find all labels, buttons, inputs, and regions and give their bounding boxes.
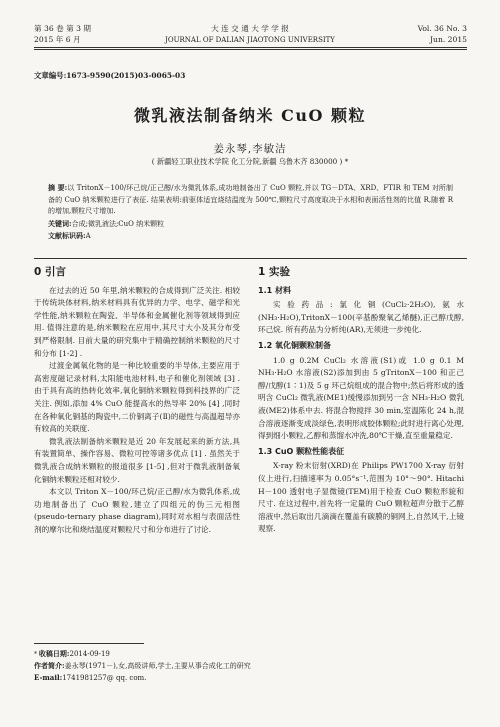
intro-paragraph: 在过去的近 50 年里,纳米颗粒的合成得到广泛关注. 相较于传统块体材料,纳米材料具有优异的力学、电学、磁学和光学性能,纳米颗粒在陶瓷、半导体和金属催化剂等领域得到应用. 值得注意的是,纳米颗粒在应用中,其尺寸大小及其分布受到严格限制. 目前大量的研究集中于精确控制纳米颗粒的尺寸和分布 [1-2] .: [34, 285, 240, 358]
preparation-text: 1.0 g 0.2M CuCl₂ 水溶液(S1)或 1.0 g 0.1 M NH₃·H₂O 水溶液(S2)添加到由 5 gTritonX－100 和正己醇/戊醇(1∶1)及 5 g 环己烷组成的混合物中;然后将形成的透明含 CuCl₂ 微乳液(ME1)缓慢添加到另一含 NH₃·H₂O 微乳液(ME2)体系中去. 将混合物搅拌 30 min,室温陈化 24 h,混合溶液逐渐变成淡绿色,表明形成胶体颗粒;此时进行离心处理,得到细小颗粒,乙醇和蒸馏水冲洗,80℃干燥,直至重量稳定.: [258, 355, 464, 441]
intro-paragraph: 过渡金属氧化物的是一种比较重要的半导体,主要应用于高密度磁记录材料,太阳能电池材料,电子和催化剂领域 [3] . 由于具有高的热转化效率,氧化铜纳米颗粒得到科技界的广泛关注. 例如,添加 4% CuO 能提高水的热导率 20% [4] ,同时在各种氧化铜基的陶瓷中,二价铜离子(Ⅱ)的磁性与高温超导亦有较高的关联度.: [34, 361, 240, 434]
email-label: E-mail:: [34, 673, 63, 682]
experiment-heading: 1 实验: [258, 266, 290, 278]
right-column: [258, 266, 464, 536]
abstract-text: 以 TritonX－100/环己烷/正己醇/水为微乳体系,成功地制备出了 CuO 颗粒,并以 TG－DTA、XRD、FTIR 和 TEM 对所制备的 CuO 纳米颗粒进行了表征. 结果表明:前驱体适宜烧结温度为 500℃,颗粒尺寸高度取决于水相和表面活性剂的比值 R,随着 R 的增加,颗粒尺寸增加.: [48, 184, 453, 215]
footnote-rule: [34, 643, 144, 644]
header-rule-thin: [34, 49, 467, 50]
header-rule: [34, 47, 467, 48]
doc-code-label: 文献标识码:: [48, 231, 86, 240]
characterization-heading: 1.3 CuO 颗粒性能表征: [258, 446, 345, 456]
abstract-block: [48, 182, 453, 243]
author-bio-label: 作者简介:: [34, 661, 65, 670]
paper-title: 微乳液法制备纳米 CuO 颗粒: [134, 106, 366, 125]
author-bio: 姜永琴(1971－),女,高级讲师,学士,主要从事合成化工的研究: [64, 662, 251, 670]
keywords-label: 关键词:: [48, 218, 72, 228]
journal-date-en: Jun. 2015: [430, 35, 467, 44]
left-column: [34, 266, 240, 536]
received-label: 收稿日期:: [38, 649, 70, 658]
article-number: 文章编号:1673-9590(2015)03-0065-03: [34, 71, 186, 80]
materials-heading: 1.1 材料: [258, 285, 291, 295]
email-value: 1741981257@ qq. com.: [62, 674, 147, 682]
characterization-text: X-ray 粉末衍射(XRD)在 Philips PW1700 X-ray 衍射仪上进行,扫描速率为 0.05°s⁻¹,范围为 10°～90°. Hitachi H－100 透射电子显微镜(TEM)用于检查 CuO 颗粒形貌和尺寸. 在这过程中,首先将一定量的 CuO 颗粒超声分散于乙醇溶液中,然后取出几滴滴在覆盖有碳膜的铜网上,自然风干,上镜观察.: [258, 461, 464, 534]
journal-volume-issue: 第 36 卷 第 3 期: [34, 24, 91, 33]
footnote-star: *: [34, 651, 39, 658]
journal-vol-en: Vol. 36 No. 3: [417, 24, 467, 33]
received-date: 2014-09-19: [69, 650, 110, 658]
journal-name-en: JOURNAL OF DALIAN JIAOTONG UNIVERSITY: [165, 36, 335, 44]
journal-name-cn: 大 连 交 通 大 学 学 报: [211, 24, 289, 33]
paper-authors: 姜永琴,李敏洁: [213, 143, 287, 155]
paper-affiliation: ( 新疆轻工职业技术学院 化工分院,新疆 乌鲁木齐 830000 ) *: [151, 157, 349, 166]
abstract-rule: [34, 258, 467, 259]
intro-paragraph: 微乳液法制备纳米颗粒是近 20 年发展起来的新方法,具有装置简单、操作容易、微粒可控等诸多优点 [1] . 虽然关于微乳液合成纳米颗粒的报道很多 [1-5] ,但对于微乳液制备氧化铜纳米颗粒还相对较少.: [34, 436, 240, 484]
footnote: [34, 648, 464, 684]
materials-text: 实验药品:氯化铜(CuCl₂·2H₂O),氨水(NH₃·H₂O),TritonX－100(辛基酚聚氧乙烯醚),正己醇戊醇,环己烷. 所有药品为分析纯(AR),无须进一步纯化.: [258, 300, 464, 335]
intro-paragraph: 本文以 Triton X－100/环己烷/正己醇/水为微乳体系,成功地制备出了 CuO 颗粒,建立了四组元的伪三元相图(pseudo-ternary phase diagram),同时对水相与表面活性剂的摩尔比和烧结温度对颗粒尺寸和分布进行了讨论.: [34, 487, 240, 534]
intro-heading: 0 引言: [34, 266, 66, 278]
preparation-heading: 1.2 氧化铜颗粒制备: [258, 340, 331, 350]
doc-code-value: A: [85, 232, 91, 240]
abstract-label: 摘 要:: [48, 183, 68, 192]
journal-date: 2015 年 6 月: [34, 35, 81, 44]
keywords-text: 合成;微乳液法;CuO 纳米颗粒: [71, 219, 165, 228]
